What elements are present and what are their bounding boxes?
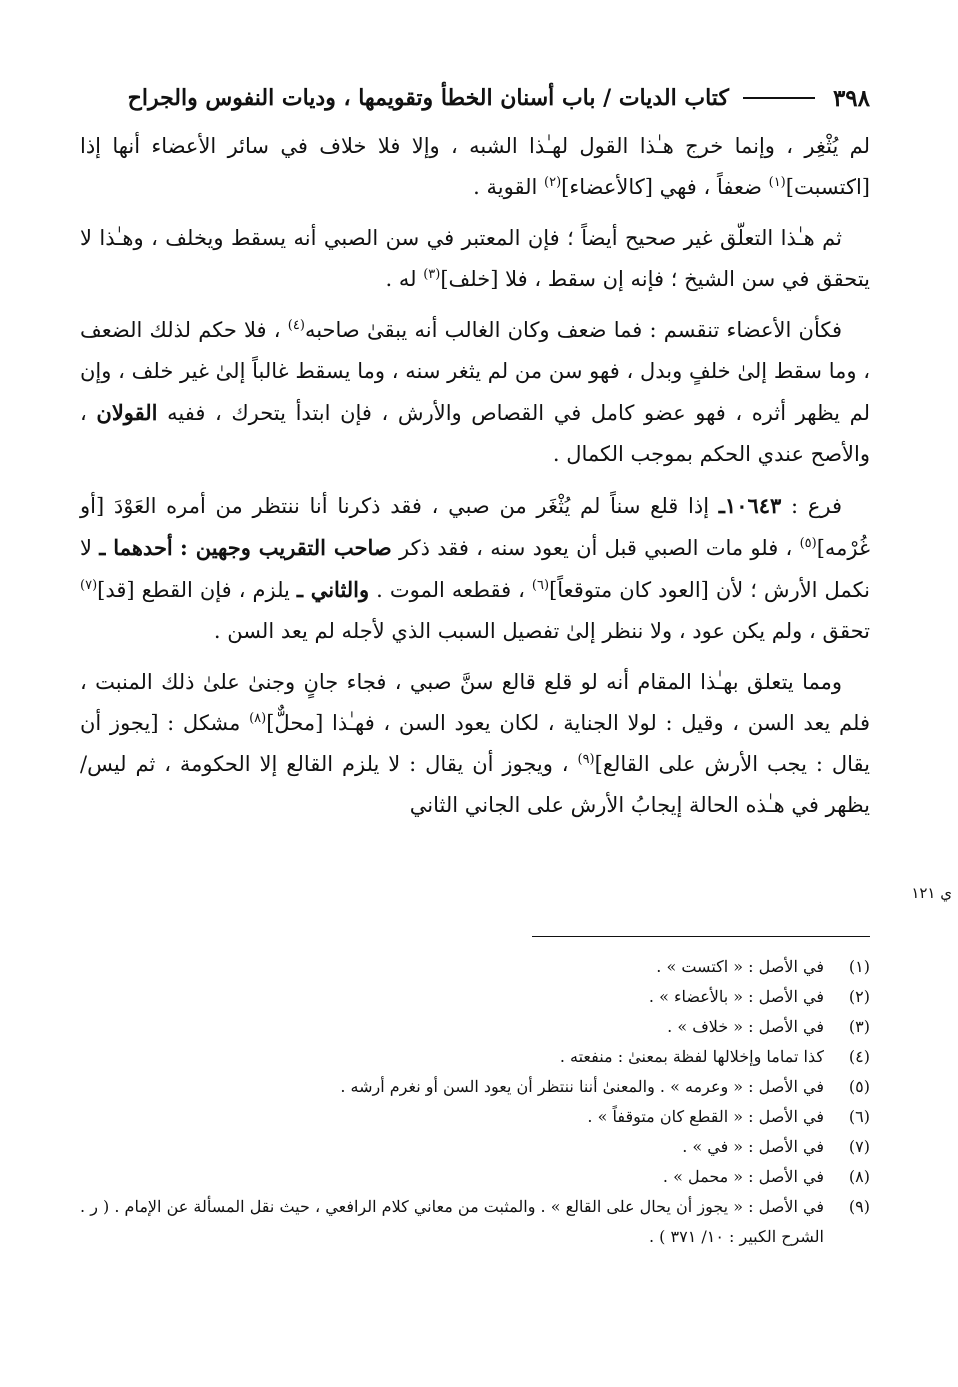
- footnote-divider: [532, 936, 870, 937]
- text-run: فكأن الأعضاء تنقسم : فما ضعف وكان الغالب أنه يبقىٰ صاحبه: [304, 318, 842, 342]
- footnote-text: في الأصل : « القطع كان متوقفاً » .: [587, 1107, 824, 1126]
- margin-folio-note: ي ١٢١: [911, 884, 952, 902]
- bold-term: صاحب التقريب وجهين :: [180, 535, 392, 560]
- footnote-text: في الأصل : « اكتست » .: [656, 957, 824, 976]
- text-run: يلزم ، فإن القطع [قد]: [97, 578, 297, 602]
- text-run: ، والأصح عندي الحكم بموجب الكمال .: [80, 401, 870, 466]
- footnote-ref[interactable]: (٩): [577, 752, 595, 767]
- footnote-ref[interactable]: (١): [768, 175, 786, 190]
- footnote-ref[interactable]: (٨): [249, 711, 267, 726]
- footnote-text: في الأصل : « يجوز أن يحال على القالع » . والمثبت من معاني كلام الرافعي ، حيث نقل المسألة عن الإمام . ( ر . الشرح الكبير : ١٠/ ٣٧١ ) .: [80, 1197, 824, 1246]
- bold-term: أحدهما ـ: [99, 535, 173, 560]
- text-run: ، فقطعه الموت .: [369, 578, 532, 602]
- footnote-number: (٩): [848, 1197, 870, 1216]
- footnote-text: في الأصل : « خلاف » .: [667, 1017, 824, 1036]
- footnote-text: في الأصل : « بالأعضاء » .: [648, 987, 824, 1006]
- bold-term: ١٠٦٤٣ـ: [718, 493, 782, 518]
- running-title: كتاب الديات / باب أسنان الخطأ وتقويمها ، وديات النفوس والجراح: [127, 85, 729, 111]
- text-run: القوية .: [473, 175, 544, 199]
- text-run: ، ويجوز أن يقال : لا يلزم القالع إلا الحكومة ، ثم ليس/ يظهر في هـٰذه الحالة إيجابُ الأرش على الجاني الثاني: [80, 752, 870, 817]
- text-run: ضعفاً ، فهي [كالأعضاء]: [561, 175, 769, 199]
- footnote: [80, 952, 870, 982]
- text-run: فرع :: [781, 494, 842, 518]
- footnote-ref[interactable]: (٦): [531, 578, 550, 593]
- text-run: إذا قلع سناً لم يُثْغَر من صبي ، فقد ذكرنا أنا ننتظر من أمره العَوْدَ [أو غُرْمه]: [80, 494, 870, 560]
- text-run: ، فلا حكم لذلك الضعف ، وما سقط إلىٰ خلفٍ وبدل ، فهو سن من لم يثغر سنه ، وما يسقط غالباً إلىٰ غير خلف ، وإن لم يظهر أثره ، فهو عضو كامل في القصاص والأرش ، فإن ابتدأ يتحرك ، ففيه: [80, 318, 870, 425]
- footnote-text: في الأصل : « وعرمه » . والمعنىٰ أننا ننتظر أن يعود السن أو نغرم أرشه .: [340, 1077, 824, 1096]
- footnote-text: كذا تماما وإخلالها لفظة بمعنىٰ : منفعته .: [559, 1047, 824, 1066]
- footnote: [80, 1042, 870, 1072]
- bold-term: والثاني ـ: [296, 577, 370, 602]
- text-run: ، فلو مات الصبي قبل أن يعود سنه ، فقد ذكر: [391, 536, 800, 560]
- paragraph: [80, 218, 870, 300]
- footnote-number: (٨): [848, 1167, 870, 1186]
- footnote-ref[interactable]: (٤): [287, 318, 305, 333]
- footnote-ref[interactable]: (٢): [544, 175, 562, 190]
- paragraph: [80, 662, 870, 826]
- page-number: ٣٩٨: [832, 84, 870, 112]
- text-run: [173, 536, 180, 560]
- footnote-number: (٦): [848, 1107, 870, 1126]
- text-run: له .: [385, 267, 424, 291]
- footnote-number: (٤): [848, 1047, 870, 1066]
- text-run: ثم هـٰذا التعلّق غير صحيح أيضاً ؛ فإن المعتبر في سن الصبي أنه يسقط ويخلف ، وهـٰذا لا يتحقق في سن الشيخ ؛ فإنه إن سقط ، فلا [خلف]: [80, 226, 870, 291]
- footnote-number: (٣): [848, 1017, 870, 1036]
- main-text: [80, 126, 870, 832]
- footnote: [80, 1012, 870, 1042]
- footnote: [80, 1132, 870, 1162]
- footnote-number: (٢): [848, 987, 870, 1006]
- paragraph: [80, 485, 870, 652]
- footnote: [80, 1102, 870, 1132]
- footnote-number: (١): [848, 957, 870, 976]
- text-run: لا نكمل الأرش ؛ لأن [العود كان متوقعاً]: [80, 536, 871, 602]
- text-run: لم يُثْغِر ، وإنما خرج هـٰذا القول لهـٰذا الشبه ، وإلا فلا خلاف في سائر الأعضاء أنها إذا [اكتسبت]: [80, 134, 870, 199]
- footnote-ref[interactable]: (٣): [423, 267, 441, 282]
- footnote-number: (٥): [848, 1077, 870, 1096]
- text-run: تحقق ، ولم يكن عود ، ولا ننظر إلىٰ تفصيل السبب الذي لأجله لم يعد السن .: [213, 619, 870, 643]
- footnote: [80, 1162, 870, 1192]
- footnote: [80, 1192, 870, 1252]
- footnote-text: في الأصل : « في » .: [682, 1137, 824, 1156]
- paragraph: [80, 126, 870, 208]
- footnote-ref[interactable]: (٥): [799, 536, 817, 551]
- paragraph: [80, 310, 870, 475]
- footnotes: [80, 952, 870, 1252]
- page-header: [80, 78, 870, 118]
- text-run: ومما يتعلق بهـٰذا المقام أنه لو قلع قالع سنَّ صبي ، فجاء جانٍ وجنىٰ علىٰ ذلك المنبت ، فلم يعد السن ، وقيل : لولا الجناية ، لكان يعود السن ، فهـٰذا [محلٌّ]: [80, 670, 870, 735]
- header-dash: [743, 97, 815, 99]
- text-run: مشكل : [يجوز أن يقال : يجب الأرش على القالع]: [80, 711, 870, 776]
- footnote: [80, 1072, 870, 1102]
- footnote-text: في الأصل : « محمل » .: [662, 1167, 824, 1186]
- bold-term: القولان: [96, 400, 158, 425]
- footnote: [80, 982, 870, 1012]
- footnote-number: (٧): [848, 1137, 870, 1156]
- footnote-ref[interactable]: (٧): [80, 578, 98, 593]
